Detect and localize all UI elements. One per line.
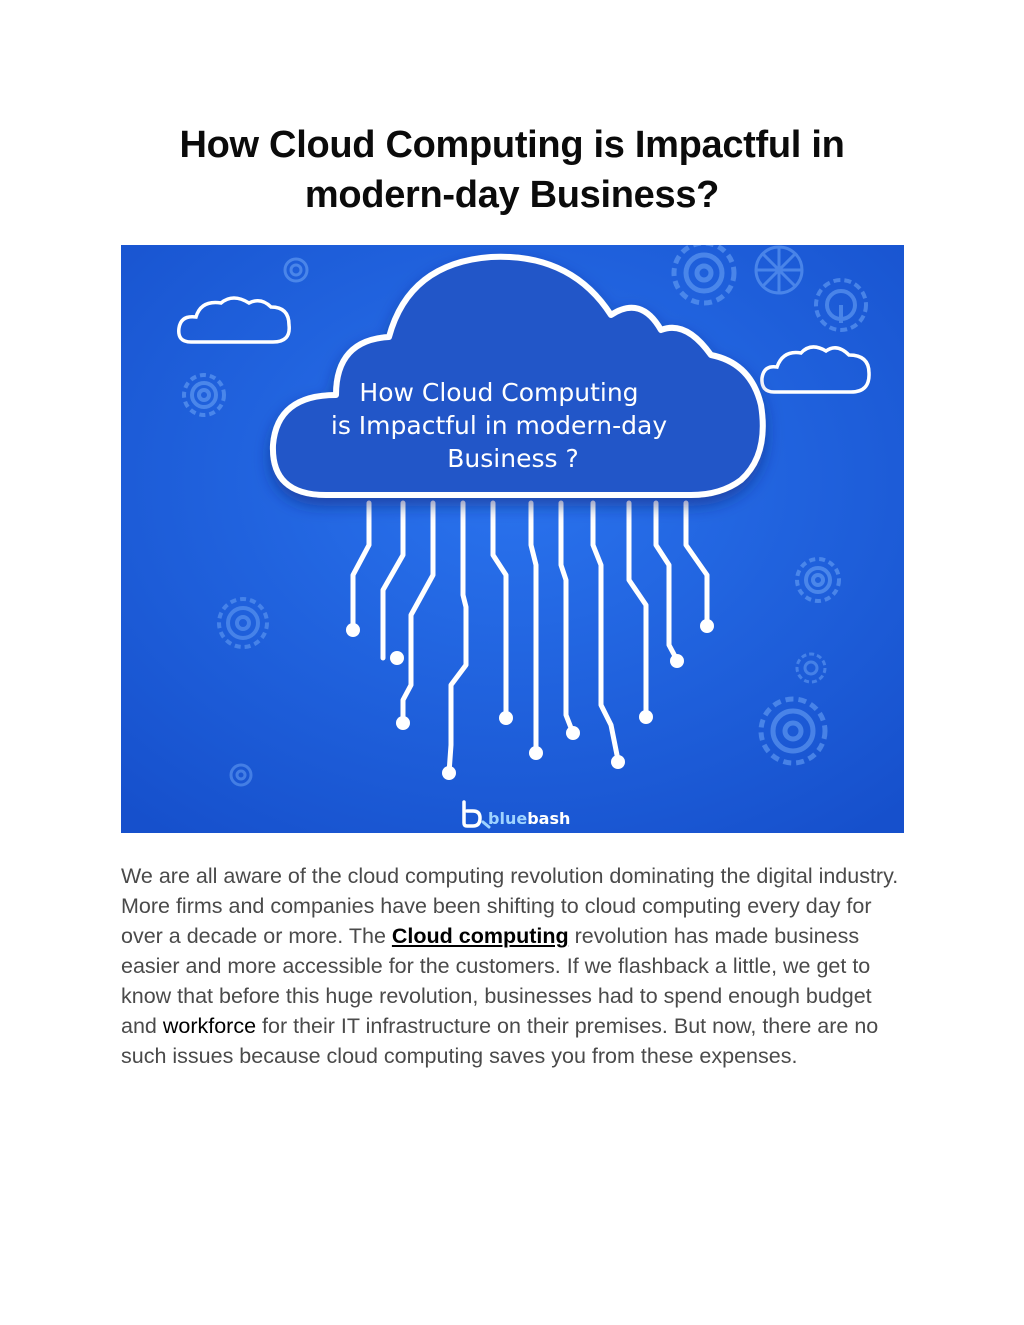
paragraph-text: We are all aware of the cloud computing revolution dominating the digital industry. More firms and companies have been shifting to cloud computing every day for over a decade or more. The (121, 864, 899, 948)
gear-icon (756, 247, 802, 293)
hero-image (121, 245, 904, 833)
paragraph-text: revolution has made business easier and more accessible for the customers. If we flashback a little, we get to know that before this huge revolution, businesses had to spend enough budget and (121, 924, 872, 1038)
cloud-text-line2: is Impactful in modern-day (330, 411, 668, 440)
paragraph-text: for their IT infrastructure on their premises. But now, there are no such issues because cloud computing saves you from these expenses. (121, 1014, 879, 1068)
cloud-text-line3: Business ? (447, 444, 579, 473)
logo-text-blue: blue (488, 809, 528, 828)
cloud-text-line1: How Cloud Computing (359, 378, 639, 407)
logo-text-bash: bash (527, 809, 571, 828)
svg-text:bluebash (488, 809, 570, 828)
page-title: How Cloud Computing is Impactful in modern-day Business? (179, 124, 845, 216)
cloud-computing-link[interactable]: Cloud computing (391, 924, 569, 948)
intro-paragraph (121, 861, 911, 1071)
workforce-link[interactable]: workforce (162, 1014, 257, 1038)
